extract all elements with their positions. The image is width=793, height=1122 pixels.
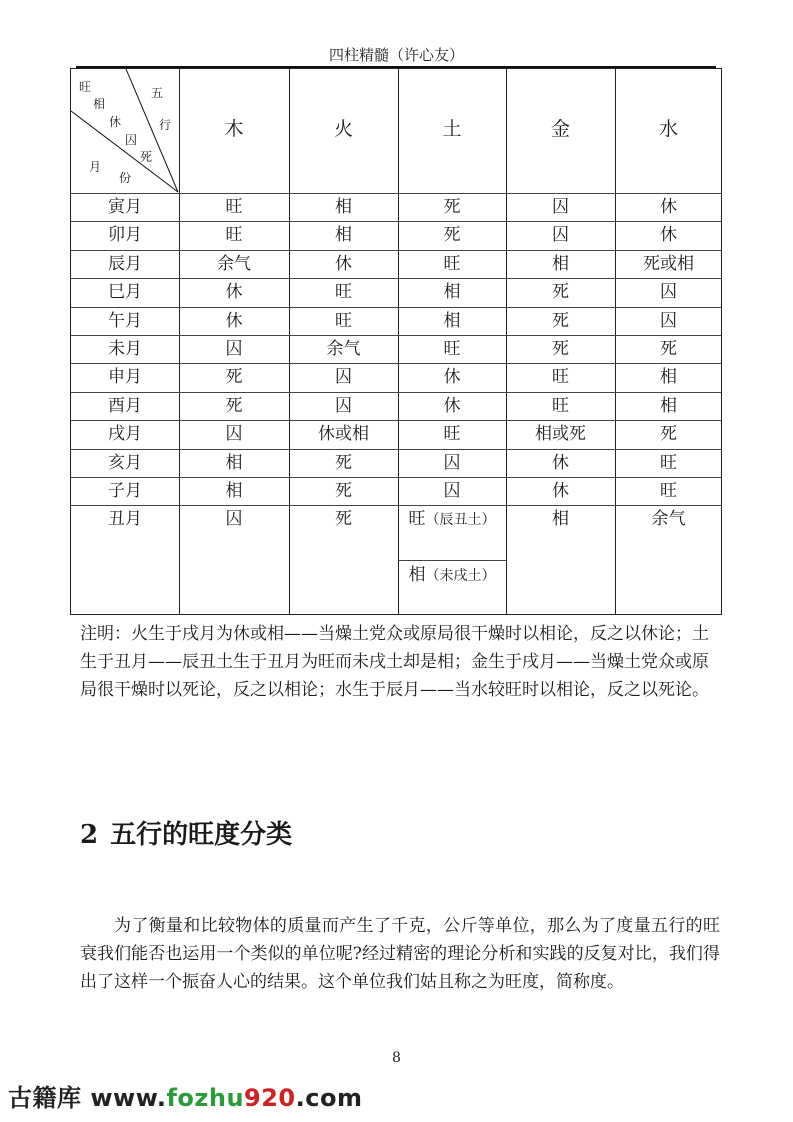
table-note: 注明：火生于戌月为休或相——当燥土党众或原局很干燥时以相论，反之以休论；土生于丑月——辰丑土生于丑月为旺而未戌土却是相；金生于戌月——当燥土党众或原局很干燥时以死论，反之以相论；水生于辰月——当水较旺时以相论，反之以死论。 (80, 624, 709, 700)
corner-label-yue: 月 (89, 160, 102, 174)
table-cell: 相 (335, 197, 352, 217)
table-cell: 休 (443, 395, 461, 416)
table-cell: 囚 (225, 509, 243, 530)
table-cell: 囚 (225, 424, 243, 445)
table-cell: 旺 (552, 395, 569, 416)
earth-sub-note: （未戌土） (425, 568, 496, 585)
table-cell: 死 (335, 481, 352, 501)
table-cell: 相 (225, 481, 243, 501)
month-cell: 子月 (108, 481, 142, 501)
running-header: 四柱精髓（许心友） (328, 46, 464, 64)
table-cell: 囚 (660, 310, 677, 331)
table-cell: 休 (225, 282, 243, 303)
table-cell: 休或相 (318, 424, 369, 445)
month-cell: 申月 (108, 367, 142, 388)
table-cell: 旺 (660, 452, 677, 473)
table-cell: 休 (225, 310, 243, 331)
column-header: 火 (333, 118, 353, 140)
earth-split-cell-lower (398, 561, 506, 590)
corner-label-wu: 五 (151, 86, 164, 100)
month-cell: 未月 (108, 339, 142, 359)
table-cell: 囚 (443, 452, 461, 473)
month-cell: 寅月 (108, 197, 142, 217)
table-cell: 死 (552, 310, 569, 331)
table-cell: 余气 (326, 339, 361, 359)
watermark-logo (8, 1078, 362, 1113)
table-cell: 休 (443, 367, 461, 388)
earth-sub-value: 相 (408, 565, 426, 586)
table-cell: 死 (225, 395, 243, 416)
month-cell: 午月 (108, 310, 142, 331)
corner-label-xing: 行 (159, 118, 172, 132)
table-cell: 相或死 (535, 424, 586, 445)
table-cell: 死 (660, 424, 677, 445)
table-cell: 旺 (443, 339, 461, 359)
table-cell: 相 (335, 225, 352, 246)
table-cell: 相 (660, 367, 677, 388)
page-number: 8 (392, 1050, 401, 1066)
month-cell: 亥月 (108, 452, 142, 473)
table-cell: 休 (552, 481, 569, 501)
section-number: 2 (80, 820, 99, 850)
month-cell: 卯月 (108, 225, 142, 246)
body-paragraph: 为了衡量和比较物体的质量而产生了千克，公斤等单位，那么为了度量五行的旺衰我们能否也运用一个类似的单位呢?经过精密的理论分析和实践的反复对比，我们得出了这样一个振奋人心的结果。这个单位我们姑且称之为旺度，简称度。 (80, 916, 720, 992)
table-cell: 旺 (443, 424, 461, 445)
table-cell: 死或相 (643, 253, 694, 274)
table-cell: 旺 (552, 367, 569, 388)
column-header: 土 (442, 118, 462, 140)
month-cell: 丑月 (108, 509, 142, 530)
table-cell: 旺 (335, 310, 352, 331)
earth-split-cell-upper (398, 505, 506, 534)
table-cell: 死 (660, 339, 677, 359)
table-cell: 休 (660, 197, 677, 217)
table-cell: 相 (443, 310, 461, 331)
watermark-green: fozhu (166, 1084, 245, 1112)
month-cell: 巳月 (108, 282, 142, 303)
watermark-suffix: .com (295, 1084, 363, 1112)
table-cell: 相 (443, 282, 461, 303)
table-cell: 囚 (225, 339, 243, 359)
table-cell: 囚 (660, 282, 677, 303)
column-header: 木 (224, 118, 244, 140)
corner-label-fen: 份 (119, 171, 132, 185)
table-cell: 余气 (217, 253, 251, 274)
table-cell: 死 (225, 367, 243, 388)
table-cell: 休 (552, 452, 569, 473)
table-cell: 休 (660, 225, 677, 246)
table-cell: 相 (552, 509, 569, 530)
table-cell: 旺 (660, 481, 677, 501)
corner-label-xiu: 休 (109, 115, 122, 129)
table-cell: 旺 (335, 282, 352, 303)
table-cell: 余气 (651, 509, 686, 530)
table-cell: 囚 (443, 481, 461, 501)
corner-label-si: 死 (140, 150, 153, 164)
column-header: 金 (550, 118, 570, 140)
table-cell: 旺 (225, 197, 243, 217)
table-cell: 死 (552, 339, 569, 359)
corner-label-qiu: 囚 (125, 133, 138, 147)
section-heading (80, 814, 292, 851)
table-cell: 囚 (335, 395, 352, 416)
table-cell: 旺 (443, 253, 461, 274)
wangxiang-table (70, 68, 722, 615)
table-cell: 囚 (552, 197, 569, 217)
earth-main-note: （辰丑土） (425, 512, 496, 529)
table-cell: 死 (552, 282, 569, 303)
table-cell: 死 (335, 452, 352, 473)
table-cell: 相 (660, 395, 677, 416)
table-cell: 旺 (225, 225, 243, 246)
month-cell: 酉月 (108, 395, 142, 416)
corner-label-wang: 旺 (79, 80, 92, 94)
table-cell: 死 (443, 225, 461, 246)
table-cell: 相 (552, 253, 569, 274)
watermark-red: 920 (244, 1084, 296, 1112)
table-cell: 囚 (552, 225, 569, 246)
table-cell: 相 (225, 452, 243, 473)
corner-label-xiang: 相 (93, 97, 106, 111)
earth-main-value: 旺 (408, 509, 426, 530)
table-cell: 死 (335, 509, 352, 530)
table-cell: 休 (335, 253, 352, 274)
month-cell: 戌月 (108, 424, 142, 445)
column-header: 水 (658, 118, 678, 140)
table-cell: 囚 (335, 367, 352, 388)
table-cell: 死 (443, 197, 461, 217)
section-title: 五行的旺度分类 (110, 820, 293, 850)
watermark-prefix: 古籍库 www. (8, 1084, 167, 1112)
month-cell: 辰月 (108, 253, 142, 274)
